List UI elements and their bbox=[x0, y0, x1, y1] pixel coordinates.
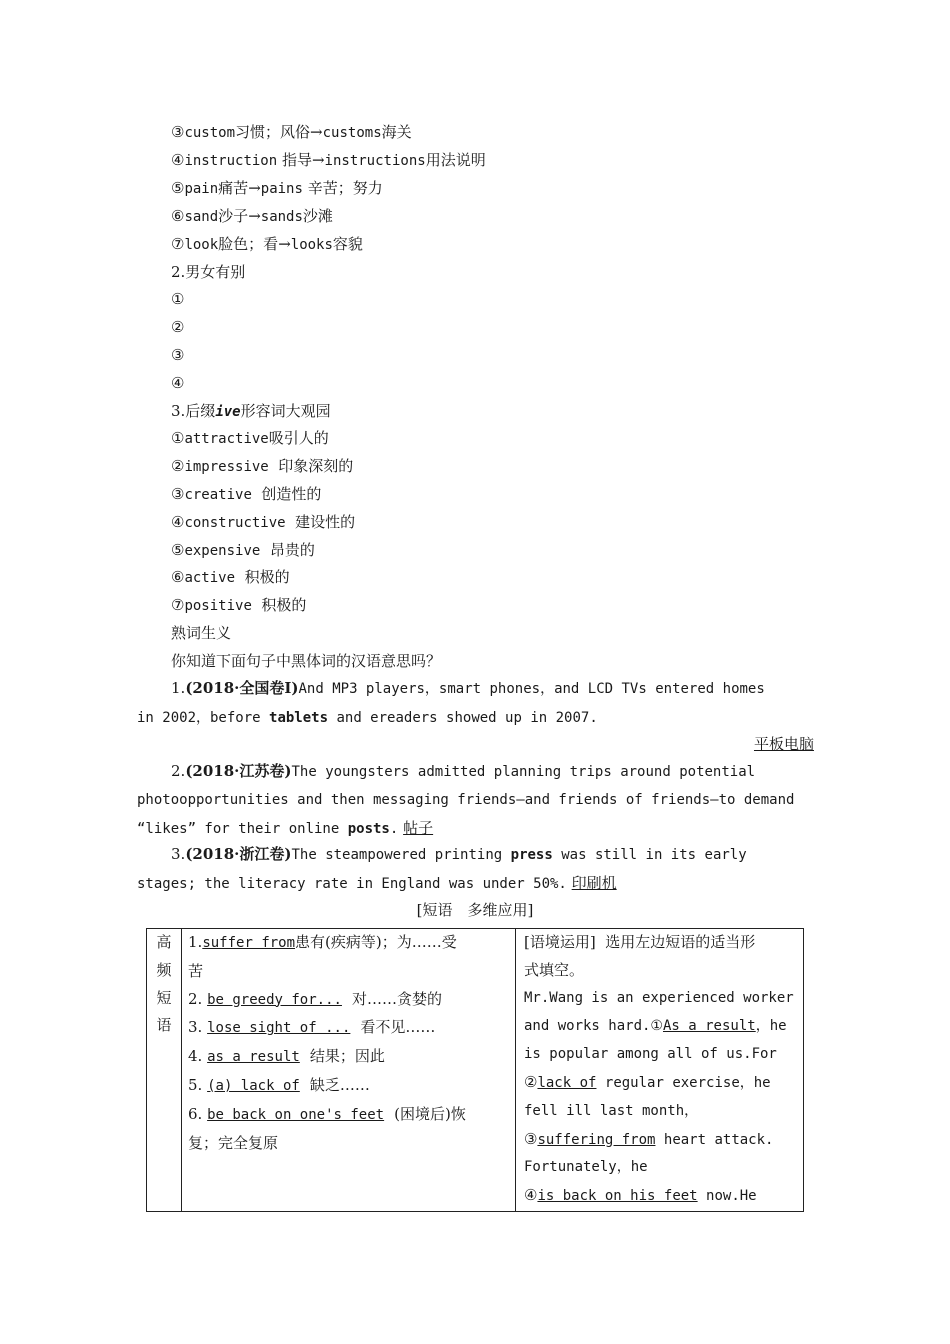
word-item-7: ⑦look脸色；看→looks容貌 bbox=[171, 235, 363, 253]
sentence-3-answer: 印刷机 bbox=[571, 873, 617, 892]
phrase-list: 1.suffer from患有(疾病等)；为……受 苦 2. be greedy for... 对……贪婪的 3. lose sight of ... 看不见…… 4. as a result 结果；因此 5. (a) lack of 缺乏…… 6. be back on one's feet (困境后)恢 复；完全复原 bbox=[182, 929, 516, 1212]
phrase-item: 5. (a) lack of 缺乏…… bbox=[188, 1075, 370, 1094]
phrase-caption: [短语 多维应用] bbox=[416, 901, 534, 919]
word-item-5: ⑤pain痛苦→pains 辛苦；努力 bbox=[171, 179, 383, 197]
adjective-item: ⑦positive 积极的 bbox=[171, 596, 307, 614]
blank-answer: is back on his feet bbox=[537, 1188, 698, 1205]
word-item-6: ⑥sand沙子→sands沙滩 bbox=[171, 207, 333, 225]
sentence-2-answer: 帖子 bbox=[403, 818, 434, 837]
sentence-1: 1.(2018·全国卷Ⅰ)And MP3 players，smart phones，and LCD TVs entered homes in 2002，before tablets and ereaders showed up in 2007. bbox=[137, 679, 765, 726]
table-label: 高 频 短 语 bbox=[147, 929, 182, 1212]
phrase-table bbox=[146, 928, 804, 1212]
blank-answer: lack of bbox=[537, 1074, 597, 1091]
section-2-item: ③ bbox=[171, 346, 185, 364]
adjective-item: ①attractive吸引人的 bbox=[171, 429, 329, 447]
adjective-item: ②impressive 印象深刻的 bbox=[171, 457, 354, 475]
adjective-item: ⑤expensive 昂贵的 bbox=[171, 541, 315, 559]
section-3-title: 3.后缀ive形容词大观园 bbox=[171, 402, 331, 420]
section-2-item: ① bbox=[171, 290, 185, 308]
phrase-item: 2. be greedy for... 对……贪婪的 bbox=[188, 989, 442, 1008]
context-exercise: [语境运用] 选用左边短语的适当形 式填空。 Mr.Wang is an experienced worker and works hard.①As a result，he is popular among all of us.For ②lack of regular exercise，he fell ill last month， ③suffering from heart attack. Fortunately，he ④is back on his feet now.He bbox=[516, 929, 804, 1212]
word-item-3: ③custom习惯；风俗→customs海关 bbox=[171, 123, 412, 141]
phrase-item: 3. lose sight of ... 看不见…… bbox=[188, 1018, 436, 1037]
blank-answer: As a result bbox=[662, 1018, 756, 1035]
familiar-heading: 熟词生义 bbox=[171, 624, 232, 642]
phrase-item: 6. be back on one's feet (困境后)恢 bbox=[188, 1104, 466, 1123]
familiar-question: 你知道下面句子中黑体词的汉语意思吗？ bbox=[171, 652, 442, 670]
section-2-item: ④ bbox=[171, 374, 185, 392]
adjective-item: ④constructive 建设性的 bbox=[171, 513, 356, 531]
adjective-item: ⑥active 积极的 bbox=[171, 568, 290, 586]
word-item-4: ④instruction 指导→instructions用法说明 bbox=[171, 151, 486, 169]
sentence-1-answer: 平板电脑 bbox=[753, 735, 814, 753]
section-2-title: 2.男女有别 bbox=[171, 263, 246, 281]
sentence-3: 3.(2018·浙江卷)The steampowered printing press was still in its early stages; the literacy rate in England was under 50%. 印刷机 bbox=[137, 845, 747, 892]
blank-answer: suffering from bbox=[537, 1131, 656, 1148]
sentence-2: 2.(2018·江苏卷)The youngsters admitted planning trips around potential photoopportunities and then messaging friends—and friends of friends—to demand “likes” for their online posts. 帖子 bbox=[137, 762, 795, 837]
phrase-item: 4. as a result 结果；因此 bbox=[188, 1047, 385, 1066]
adjective-item: ③creative 创造性的 bbox=[171, 485, 322, 503]
phrase-item: 1.suffer from患有(疾病等)；为……受 bbox=[188, 933, 457, 951]
section-2-item: ② bbox=[171, 318, 185, 336]
